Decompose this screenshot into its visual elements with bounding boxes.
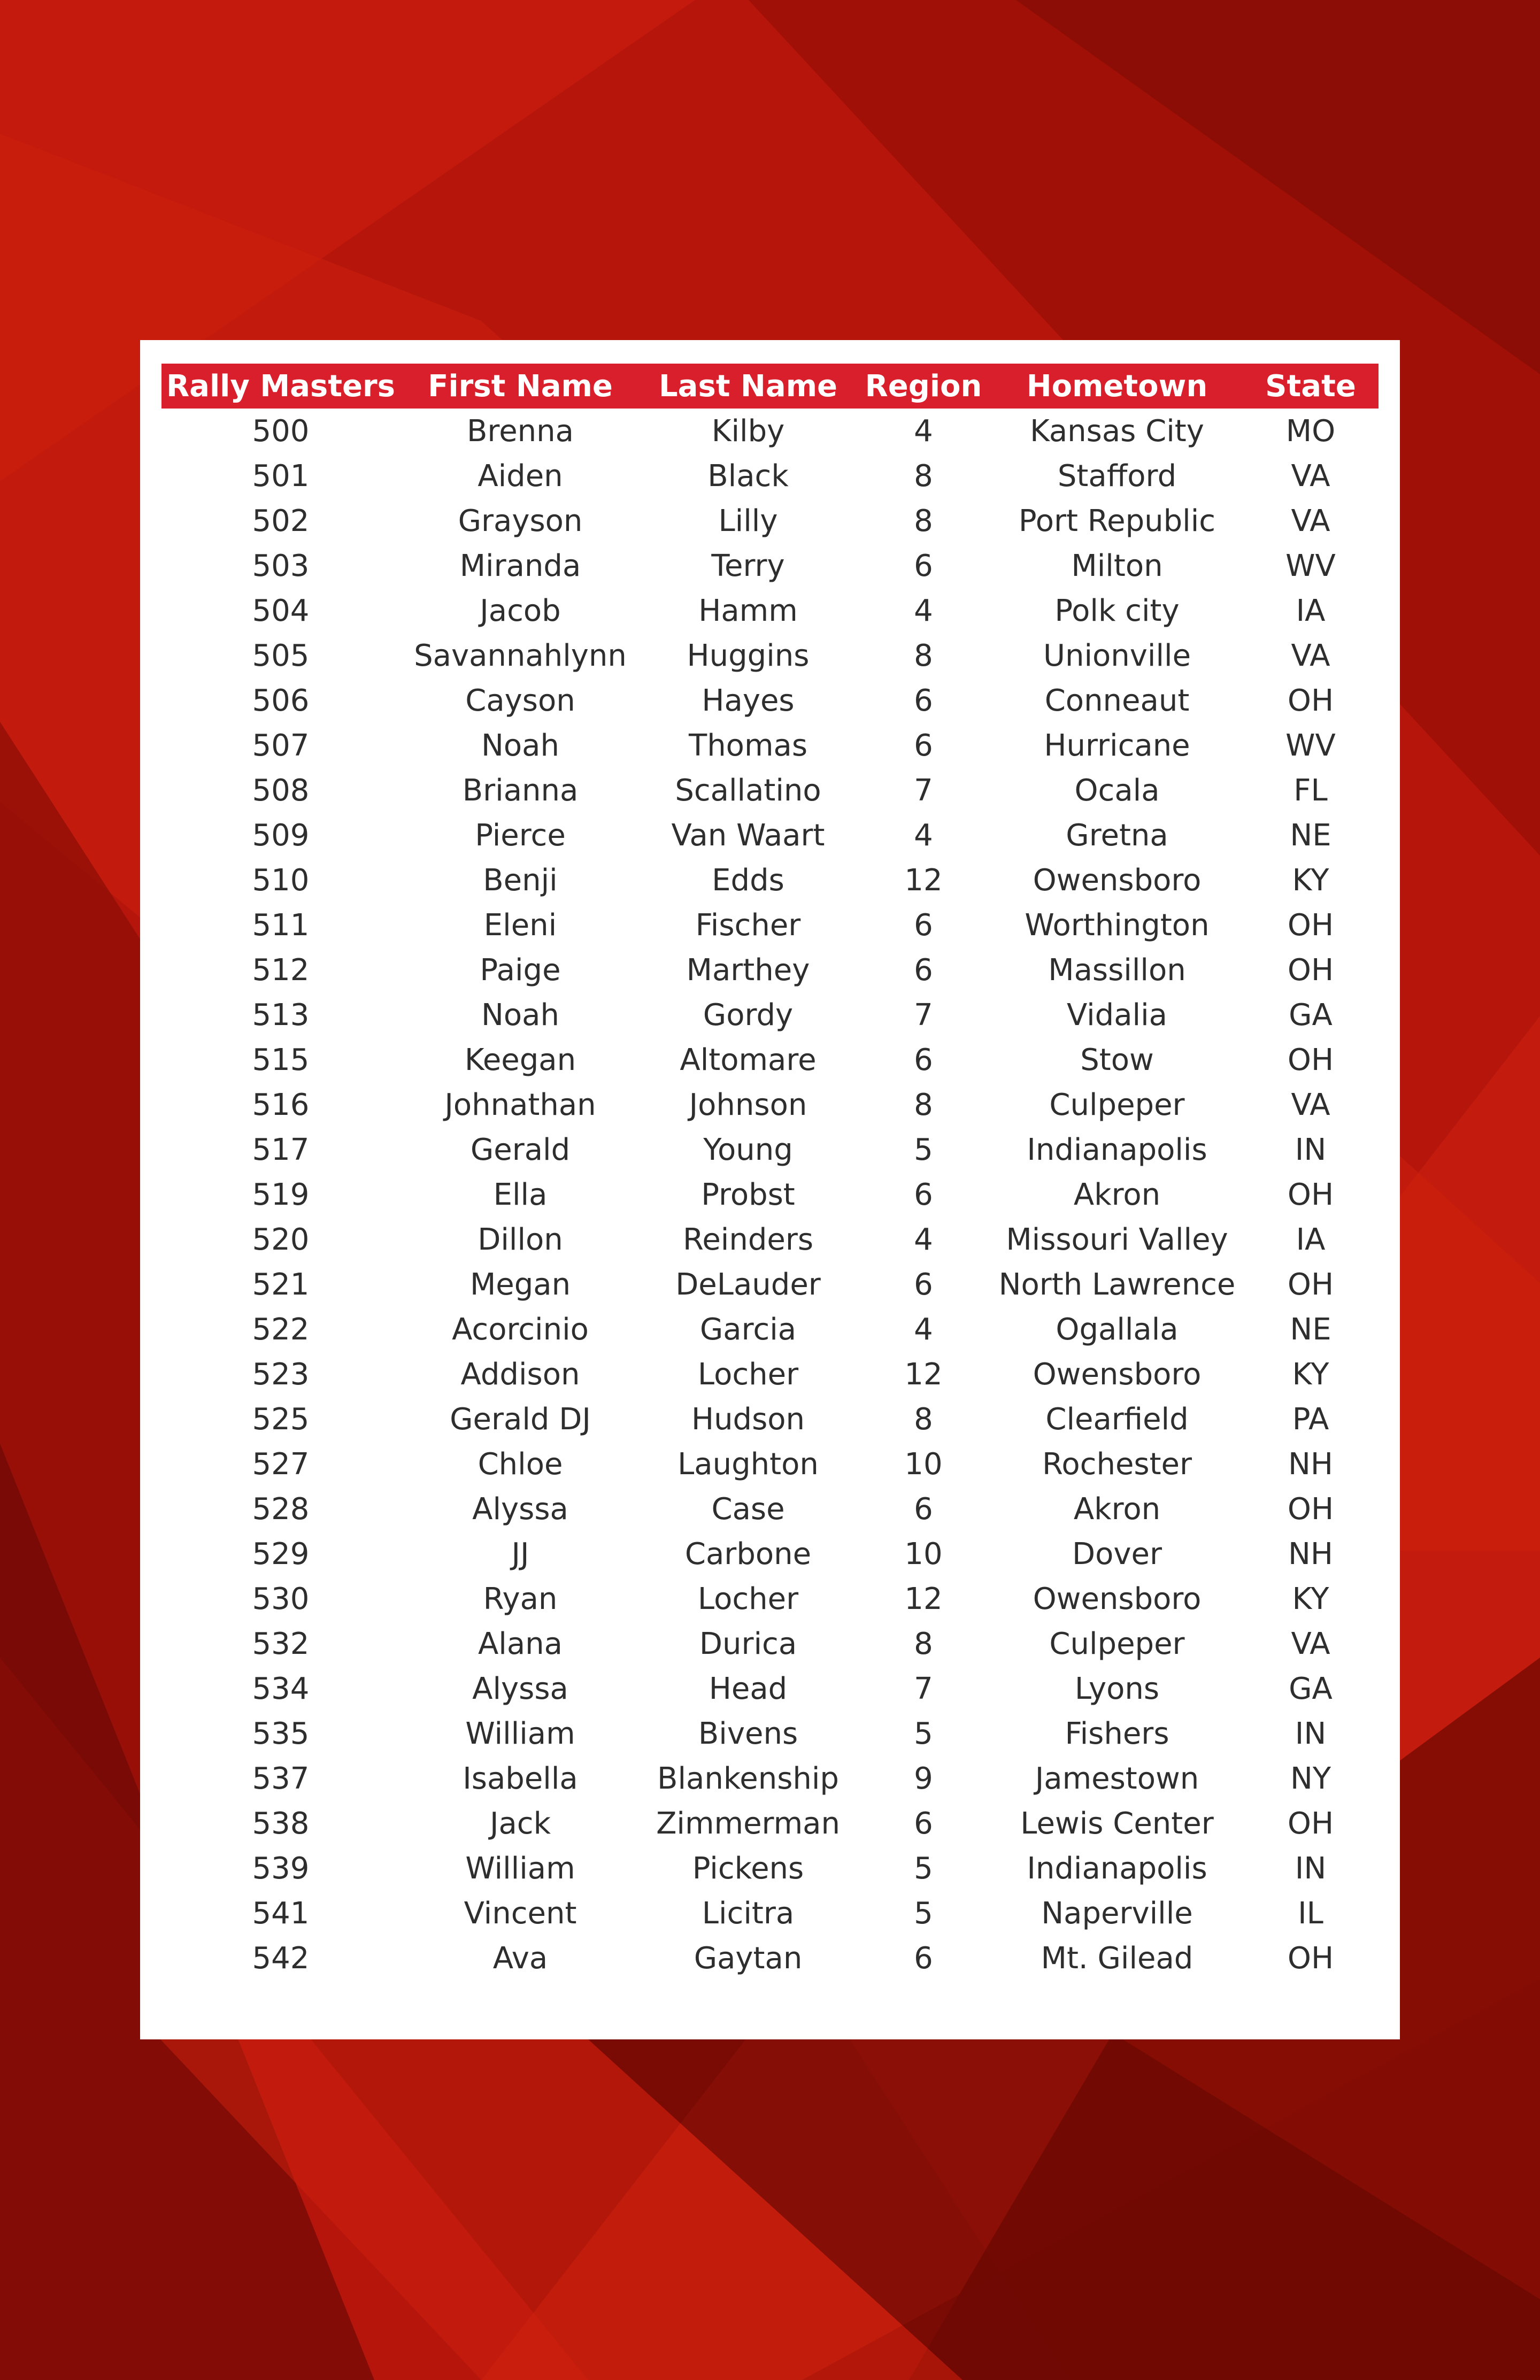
cell-state: VA xyxy=(1291,1087,1330,1122)
cell-hometown: Akron xyxy=(1073,1177,1161,1212)
cell-first-name: Johnathan xyxy=(444,1087,596,1122)
cell-rally-master: 510 xyxy=(252,862,310,898)
cell-first-name: William xyxy=(465,1851,575,1886)
cell-last-name: Johnson xyxy=(689,1087,807,1122)
cell-first-name: Paige xyxy=(480,952,561,988)
cell-region: 8 xyxy=(914,1087,933,1122)
cell-first-name: Megan xyxy=(469,1267,571,1302)
cell-rally-master: 513 xyxy=(252,997,310,1033)
cell-last-name: Head xyxy=(709,1671,788,1706)
cell-last-name: Pickens xyxy=(692,1851,804,1886)
cell-hometown: Owensboro xyxy=(1033,1357,1202,1392)
cell-rally-master: 509 xyxy=(252,818,310,853)
cell-first-name: Ryan xyxy=(483,1581,558,1616)
cell-region: 6 xyxy=(914,1042,933,1077)
cell-hometown: Clearfield xyxy=(1045,1401,1189,1437)
table-row xyxy=(161,1756,1379,1801)
cell-first-name: Dillon xyxy=(478,1222,563,1257)
cell-hometown: Fishers xyxy=(1065,1716,1169,1751)
cell-last-name: Kilby xyxy=(711,413,785,449)
cell-rally-master: 516 xyxy=(252,1087,310,1122)
cell-first-name: Jacob xyxy=(480,593,561,628)
cell-region: 6 xyxy=(914,728,933,763)
cell-rally-master: 539 xyxy=(252,1851,310,1886)
cell-rally-master: 534 xyxy=(252,1671,310,1706)
table-row xyxy=(161,633,1379,678)
cell-hometown: Owensboro xyxy=(1033,1581,1202,1616)
cell-last-name: Fischer xyxy=(695,907,801,943)
cell-region: 8 xyxy=(914,638,933,673)
cell-rally-master: 512 xyxy=(252,952,310,988)
cell-last-name: Garcia xyxy=(699,1312,797,1347)
cell-first-name: Pierce xyxy=(475,818,566,853)
cell-rally-master: 527 xyxy=(252,1446,310,1482)
cell-state: WV xyxy=(1285,728,1336,763)
cell-region: 6 xyxy=(914,548,933,583)
cell-first-name: Ava xyxy=(492,1940,548,1976)
cell-state: VA xyxy=(1291,458,1330,494)
cell-last-name: Black xyxy=(707,458,789,494)
cell-region: 7 xyxy=(914,1671,933,1706)
cell-region: 5 xyxy=(914,1851,933,1886)
cell-first-name: Ella xyxy=(493,1177,548,1212)
cell-last-name: Carbone xyxy=(684,1536,812,1572)
cell-last-name: Van Waart xyxy=(671,818,825,853)
cell-rally-master: 538 xyxy=(252,1806,310,1841)
cell-state: NE xyxy=(1290,818,1331,853)
cell-first-name: Gerald DJ xyxy=(450,1401,591,1437)
cell-region: 4 xyxy=(914,413,933,449)
cell-last-name: Zimmerman xyxy=(656,1806,840,1841)
cell-hometown: Vidalia xyxy=(1067,997,1167,1033)
cell-first-name: Isabella xyxy=(463,1761,578,1796)
cell-last-name: Gordy xyxy=(703,997,794,1033)
cell-hometown: Owensboro xyxy=(1033,862,1202,898)
cell-first-name: William xyxy=(465,1716,575,1751)
cell-first-name: Jack xyxy=(489,1806,551,1841)
table-row xyxy=(161,1262,1379,1307)
cell-first-name: Benji xyxy=(483,862,558,898)
cell-last-name: Hamm xyxy=(698,593,798,628)
table-row xyxy=(161,678,1379,723)
cell-first-name: Vincent xyxy=(464,1896,577,1931)
cell-rally-master: 500 xyxy=(252,413,310,449)
cell-state: OH xyxy=(1287,1806,1334,1841)
cell-rally-master: 529 xyxy=(252,1536,310,1572)
cell-rally-master: 522 xyxy=(252,1312,310,1347)
table-row xyxy=(161,1082,1379,1127)
cell-last-name: Altomare xyxy=(680,1042,817,1077)
cell-hometown: Missouri Valley xyxy=(1006,1222,1228,1257)
cell-hometown: Port Republic xyxy=(1018,503,1216,538)
cell-first-name: Brianna xyxy=(462,773,579,808)
table-row xyxy=(161,1172,1379,1217)
cell-hometown: Akron xyxy=(1073,1491,1161,1527)
cell-hometown: Culpeper xyxy=(1049,1087,1185,1122)
table-row xyxy=(161,768,1379,813)
cell-state: GA xyxy=(1289,1671,1333,1706)
cell-rally-master: 511 xyxy=(252,907,310,943)
cell-region: 6 xyxy=(914,1940,933,1976)
cell-first-name: Alyssa xyxy=(472,1491,568,1527)
cell-region: 6 xyxy=(914,1267,933,1302)
cell-hometown: Polk city xyxy=(1054,593,1180,628)
table-row xyxy=(161,1891,1379,1936)
cell-rally-master: 506 xyxy=(252,683,310,718)
cell-region: 6 xyxy=(914,683,933,718)
cell-last-name: Locher xyxy=(697,1357,799,1392)
header-first-name: First Name xyxy=(400,364,641,409)
table-row xyxy=(161,1127,1379,1172)
table-row xyxy=(161,1846,1379,1891)
cell-first-name: Acorcinio xyxy=(452,1312,589,1347)
cell-state: MO xyxy=(1285,413,1336,449)
table-row xyxy=(161,588,1379,633)
cell-state: OH xyxy=(1287,683,1334,718)
table-row xyxy=(161,1801,1379,1846)
cell-hometown: Milton xyxy=(1071,548,1163,583)
cell-region: 6 xyxy=(914,1806,933,1841)
cell-state: IA xyxy=(1296,593,1326,628)
table-row xyxy=(161,1486,1379,1531)
rally-masters-table xyxy=(161,364,1379,1981)
cell-state: WV xyxy=(1285,548,1336,583)
cell-rally-master: 532 xyxy=(252,1626,310,1661)
cell-last-name: Locher xyxy=(697,1581,799,1616)
table-body xyxy=(161,409,1379,1981)
table-row xyxy=(161,498,1379,543)
cell-rally-master: 501 xyxy=(252,458,310,494)
cell-hometown: Ogallala xyxy=(1056,1312,1179,1347)
cell-last-name: Reinders xyxy=(682,1222,814,1257)
cell-first-name: Brenna xyxy=(467,413,574,449)
cell-last-name: DeLauder xyxy=(675,1267,821,1302)
cell-last-name: Lilly xyxy=(718,503,778,538)
cell-state: IN xyxy=(1295,1851,1327,1886)
cell-region: 4 xyxy=(914,593,933,628)
cell-state: NH xyxy=(1288,1446,1333,1482)
table-row xyxy=(161,1621,1379,1666)
cell-state: KY xyxy=(1292,1581,1329,1616)
cell-first-name: Eleni xyxy=(483,907,557,943)
table-row xyxy=(161,1711,1379,1756)
cell-state: OH xyxy=(1287,1267,1334,1302)
table-row xyxy=(161,723,1379,768)
cell-region: 8 xyxy=(914,503,933,538)
table-row xyxy=(161,903,1379,948)
cell-first-name: Addison xyxy=(460,1357,580,1392)
table-row xyxy=(161,1217,1379,1262)
cell-state: IL xyxy=(1298,1896,1323,1931)
cell-last-name: Hudson xyxy=(691,1401,805,1437)
cell-region: 10 xyxy=(904,1446,943,1482)
cell-rally-master: 503 xyxy=(252,548,310,583)
cell-last-name: Blankenship xyxy=(657,1761,839,1796)
cell-last-name: Case xyxy=(711,1491,785,1527)
table-row xyxy=(161,992,1379,1037)
cell-last-name: Laughton xyxy=(677,1446,819,1482)
cell-state: FL xyxy=(1293,773,1328,808)
table-row xyxy=(161,1576,1379,1621)
cell-hometown: Culpeper xyxy=(1049,1626,1185,1661)
header-region: Region xyxy=(856,364,991,409)
cell-first-name: Gerald xyxy=(470,1132,571,1167)
cell-last-name: Probst xyxy=(701,1177,795,1212)
table-row xyxy=(161,1397,1379,1442)
cell-region: 7 xyxy=(914,773,933,808)
roster-card xyxy=(140,340,1400,2039)
cell-hometown: North Lawrence xyxy=(998,1267,1236,1302)
cell-hometown: Indianapolis xyxy=(1027,1132,1207,1167)
cell-last-name: Terry xyxy=(711,548,785,583)
cell-hometown: Unionville xyxy=(1043,638,1191,673)
cell-last-name: Young xyxy=(703,1132,793,1167)
table-row xyxy=(161,858,1379,903)
cell-state: NH xyxy=(1288,1536,1333,1572)
cell-state: VA xyxy=(1291,503,1330,538)
cell-hometown: Massillon xyxy=(1048,952,1186,988)
cell-region: 12 xyxy=(904,1357,943,1392)
cell-rally-master: 519 xyxy=(252,1177,310,1212)
cell-rally-master: 520 xyxy=(252,1222,310,1257)
cell-rally-master: 523 xyxy=(252,1357,310,1392)
cell-hometown: Gretna xyxy=(1066,818,1168,853)
cell-last-name: Huggins xyxy=(687,638,810,673)
cell-state: VA xyxy=(1291,638,1330,673)
table-row xyxy=(161,453,1379,498)
table-row xyxy=(161,543,1379,588)
cell-state: IN xyxy=(1295,1132,1327,1167)
cell-hometown: Naperville xyxy=(1041,1896,1193,1931)
cell-rally-master: 525 xyxy=(252,1401,310,1437)
cell-rally-master: 517 xyxy=(252,1132,310,1167)
cell-first-name: Cayson xyxy=(465,683,575,718)
header-hometown: Hometown xyxy=(991,364,1243,409)
cell-hometown: Lyons xyxy=(1074,1671,1160,1706)
cell-rally-master: 508 xyxy=(252,773,310,808)
cell-state: KY xyxy=(1292,1357,1329,1392)
cell-first-name: Keegan xyxy=(464,1042,576,1077)
cell-rally-master: 507 xyxy=(252,728,310,763)
cell-state: OH xyxy=(1287,1491,1334,1527)
cell-last-name: Bivens xyxy=(698,1716,798,1751)
cell-region: 12 xyxy=(904,862,943,898)
cell-rally-master: 541 xyxy=(252,1896,310,1931)
cell-rally-master: 505 xyxy=(252,638,310,673)
cell-region: 8 xyxy=(914,1626,933,1661)
cell-state: OH xyxy=(1287,952,1334,988)
cell-last-name: Edds xyxy=(712,862,784,898)
cell-region: 6 xyxy=(914,952,933,988)
cell-state: IA xyxy=(1296,1222,1326,1257)
cell-rally-master: 521 xyxy=(252,1267,310,1302)
cell-hometown: Ocala xyxy=(1074,773,1160,808)
cell-first-name: Noah xyxy=(481,997,559,1033)
cell-hometown: Rochester xyxy=(1042,1446,1192,1482)
cell-first-name: Savannahlynn xyxy=(414,638,627,673)
table-row xyxy=(161,1307,1379,1352)
cell-hometown: Stafford xyxy=(1057,458,1177,494)
cell-state: PA xyxy=(1292,1401,1329,1437)
cell-state: OH xyxy=(1287,1940,1334,1976)
cell-first-name: JJ xyxy=(511,1536,529,1572)
table-row xyxy=(161,1352,1379,1397)
table-row xyxy=(161,948,1379,992)
cell-hometown: Worthington xyxy=(1025,907,1210,943)
cell-hometown: Stow xyxy=(1080,1042,1154,1077)
cell-first-name: Chloe xyxy=(478,1446,563,1482)
cell-rally-master: 504 xyxy=(252,593,310,628)
cell-region: 6 xyxy=(914,1177,933,1212)
cell-region: 9 xyxy=(914,1761,933,1796)
cell-state: OH xyxy=(1287,1177,1334,1212)
cell-last-name: Hayes xyxy=(702,683,795,718)
cell-hometown: Kansas City xyxy=(1030,413,1204,449)
cell-first-name: Alana xyxy=(478,1626,563,1661)
cell-state: VA xyxy=(1291,1626,1330,1661)
table-row xyxy=(161,409,1379,453)
cell-region: 4 xyxy=(914,1312,933,1347)
cell-hometown: Jamestown xyxy=(1035,1761,1199,1796)
cell-rally-master: 537 xyxy=(252,1761,310,1796)
table-row xyxy=(161,1531,1379,1576)
header-state: State xyxy=(1243,364,1379,409)
cell-state: NY xyxy=(1290,1761,1331,1796)
cell-region: 8 xyxy=(914,1401,933,1437)
cell-region: 5 xyxy=(914,1896,933,1931)
cell-state: IN xyxy=(1295,1716,1327,1751)
cell-rally-master: 515 xyxy=(252,1042,310,1077)
cell-region: 12 xyxy=(904,1581,943,1616)
cell-state: NE xyxy=(1290,1312,1331,1347)
cell-first-name: Aiden xyxy=(478,458,563,494)
cell-hometown: Lewis Center xyxy=(1020,1806,1214,1841)
table-row xyxy=(161,813,1379,858)
cell-hometown: Indianapolis xyxy=(1027,1851,1207,1886)
cell-hometown: Hurricane xyxy=(1044,728,1190,763)
cell-region: 4 xyxy=(914,1222,933,1257)
cell-first-name: Grayson xyxy=(458,503,583,538)
cell-region: 5 xyxy=(914,1132,933,1167)
cell-rally-master: 535 xyxy=(252,1716,310,1751)
cell-first-name: Alyssa xyxy=(472,1671,568,1706)
cell-last-name: Marthey xyxy=(686,952,810,988)
header-last-name: Last Name xyxy=(641,364,856,409)
cell-state: KY xyxy=(1292,862,1329,898)
cell-hometown: Conneaut xyxy=(1044,683,1190,718)
cell-rally-master: 528 xyxy=(252,1491,310,1527)
table-header-row xyxy=(161,364,1379,409)
cell-region: 6 xyxy=(914,907,933,943)
cell-state: GA xyxy=(1289,997,1333,1033)
table-row xyxy=(161,1442,1379,1486)
header-rally-masters: Rally Masters xyxy=(161,364,400,409)
cell-rally-master: 542 xyxy=(252,1940,310,1976)
cell-last-name: Thomas xyxy=(688,728,807,763)
cell-first-name: Miranda xyxy=(459,548,581,583)
table-row xyxy=(161,1666,1379,1711)
table-row xyxy=(161,1936,1379,1981)
cell-last-name: Gaytan xyxy=(694,1940,803,1976)
cell-region: 6 xyxy=(914,1491,933,1527)
cell-region: 5 xyxy=(914,1716,933,1751)
cell-last-name: Durica xyxy=(699,1626,797,1661)
cell-first-name: Noah xyxy=(481,728,559,763)
cell-state: OH xyxy=(1287,1042,1334,1077)
cell-hometown: Mt. Gilead xyxy=(1041,1940,1194,1976)
cell-region: 8 xyxy=(914,458,933,494)
cell-region: 4 xyxy=(914,818,933,853)
cell-hometown: Dover xyxy=(1072,1536,1162,1572)
cell-region: 10 xyxy=(904,1536,943,1572)
cell-region: 7 xyxy=(914,997,933,1033)
cell-last-name: Licitra xyxy=(702,1896,795,1931)
table-row xyxy=(161,1037,1379,1082)
cell-state: OH xyxy=(1287,907,1334,943)
cell-rally-master: 530 xyxy=(252,1581,310,1616)
cell-rally-master: 502 xyxy=(252,503,310,538)
cell-last-name: Scallatino xyxy=(675,773,821,808)
